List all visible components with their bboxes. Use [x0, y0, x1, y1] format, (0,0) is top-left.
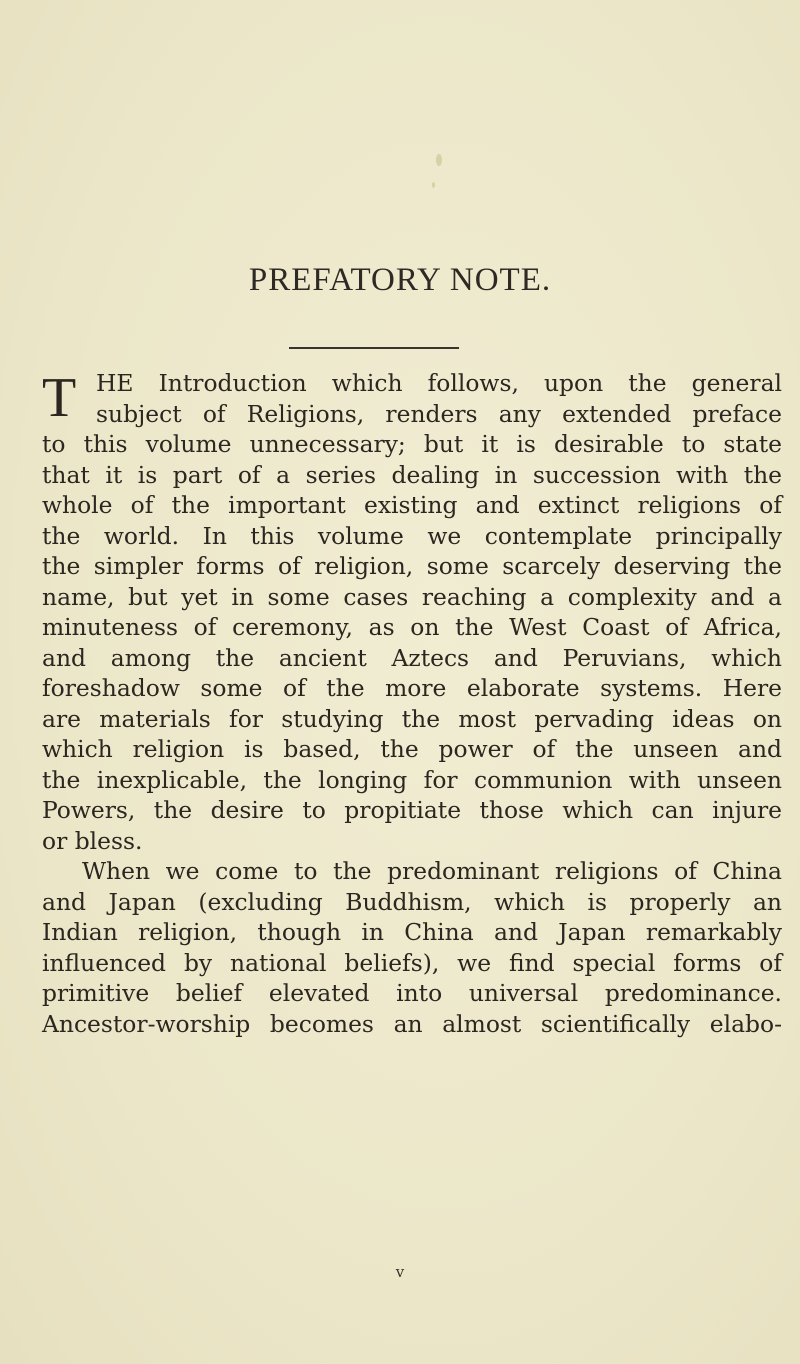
text-line: Powers, the desire to propitiate those which can injure: [42, 796, 782, 824]
text-line: minuteness of ceremony, as on the West Coast of Africa,: [42, 613, 782, 641]
text-line: influenced by national beliefs), we find special forms of: [42, 948, 782, 977]
text-line: When we come to the predominant religions of China: [82, 857, 782, 885]
text-line: the simpler forms of religion, some scarcely deserving the: [42, 552, 782, 580]
page-title: PREFATORY NOTE.: [248, 262, 552, 298]
text-line: and among the ancient Aztecs and Peruvians, which: [42, 643, 782, 672]
text-line: whole of the important existing and extinct religions of: [42, 491, 782, 519]
text-line: which religion is based, the power of the unseen and: [42, 735, 782, 763]
text-line: the inexplicable, the longing for communion with unseen: [42, 765, 782, 794]
page-number: v: [395, 1263, 405, 1281]
text-line: Indian religion, though in China and Japan remarkably: [42, 918, 782, 946]
text-line: to this volume unnecessary; but it is desirable to state: [42, 430, 782, 458]
drop-cap: T: [42, 367, 77, 429]
text-line: foreshadow some of the more elaborate systems. Here: [42, 674, 782, 702]
title-rule: [289, 347, 459, 349]
text-line: that it is part of a series dealing in succession with the: [42, 460, 782, 489]
text-line: or bless.: [42, 826, 143, 855]
text-line: subject of Religions, renders any extended preface: [96, 399, 782, 428]
paper-speck: [432, 182, 435, 188]
body-text: [42, 368, 782, 1039]
text-line: name, but yet in some cases reaching a complexity and a: [42, 582, 782, 611]
text-line: are materials for studying the most pervading ideas on: [42, 704, 782, 733]
text-line: and Japan (excluding Buddhism, which is properly an: [42, 887, 782, 916]
text-line: primitive belief elevated into universal predominance.: [42, 979, 782, 1007]
text-line: Ancestor-worship becomes an almost scientifically elabo-: [42, 1009, 782, 1038]
paper-speck: [436, 154, 442, 166]
text-line: the world. In this volume we contemplate principally: [42, 521, 782, 550]
text-line: HE Introduction which follows, upon the general: [96, 369, 782, 397]
